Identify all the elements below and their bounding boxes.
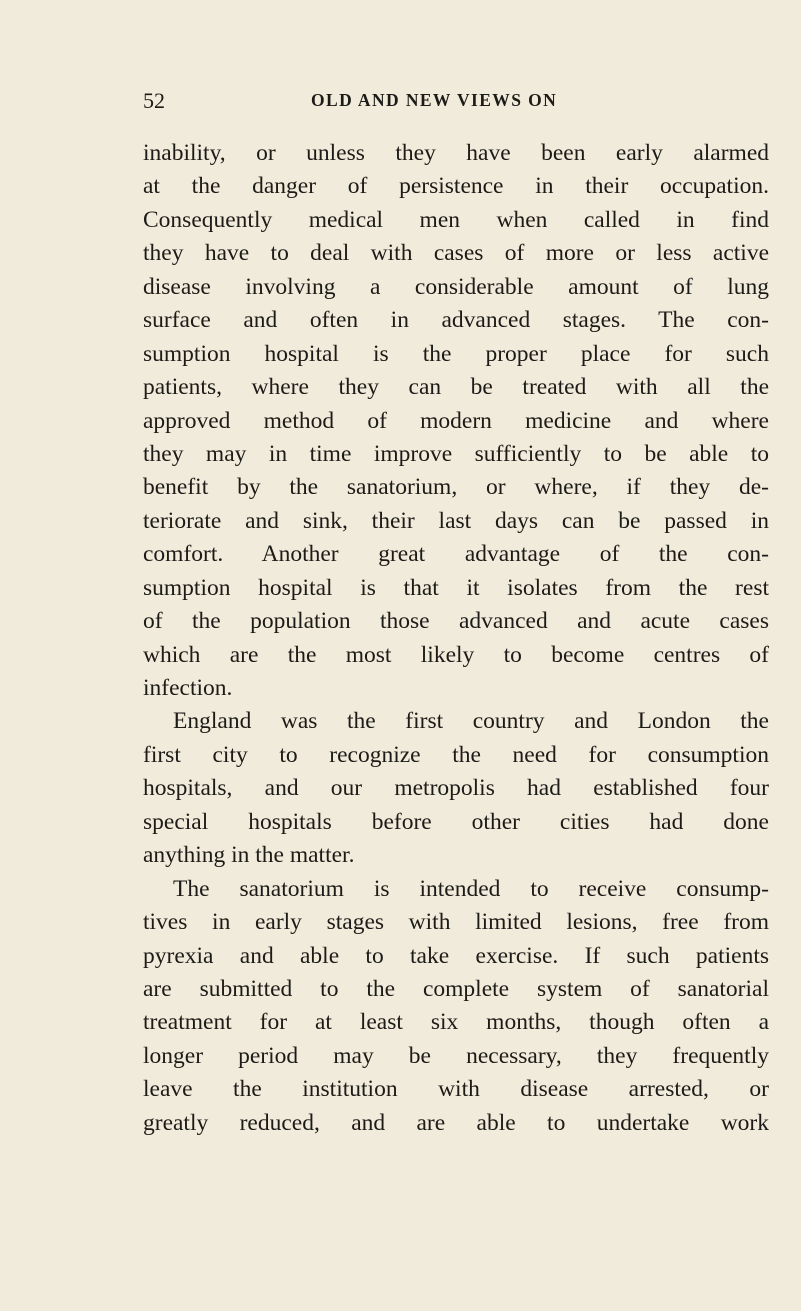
text-line: approved method of modern medicine and where	[143, 407, 769, 434]
text-line: treatment for at least six months, though often a	[143, 1009, 769, 1036]
text-line: they have to deal with cases of more or less active	[143, 240, 769, 267]
text-line: surface and often in advanced stages. The con-	[143, 307, 769, 334]
page-number: 52	[143, 88, 165, 113]
text-line: patients, where they can be treated with all the	[143, 374, 769, 401]
paragraph-end-line: infection.	[143, 675, 233, 701]
text-line: of the population those advanced and acute cases	[143, 608, 769, 635]
text-line: pyrexia and able to take exercise. If such patients	[143, 942, 769, 969]
text-line: longer period may be necessary, they frequently	[143, 1042, 769, 1069]
running-title: OLD AND NEW VIEWS ON	[311, 90, 558, 110]
text-line: sumption hospital is the proper place for such	[143, 340, 769, 367]
text-line: greatly reduced, and are able to undertake work	[143, 1109, 769, 1136]
text-line: special hospitals before other cities had done	[143, 808, 769, 835]
text-line: tives in early stages with limited lesions, free from	[143, 909, 769, 936]
text-line: at the danger of persistence in their occupation.	[143, 173, 769, 200]
paragraph-start-line: The sanatorium is intended to receive consump-	[173, 875, 769, 902]
body-text	[143, 137, 769, 1140]
paragraph-end-line: anything in the matter.	[143, 842, 355, 869]
text-line: sumption hospital is that it isolates from the rest	[143, 574, 769, 601]
text-line: comfort. Another great advantage of the con-	[143, 541, 769, 568]
text-line: first city to recognize the need for consumption	[143, 741, 769, 768]
text-line: benefit by the sanatorium, or where, if they de-	[143, 474, 769, 501]
text-line: hospitals, and our metropolis had established four	[143, 775, 769, 802]
text-line: are submitted to the complete system of sanatorial	[143, 975, 769, 1002]
text-line: leave the institution with disease arrested, or	[143, 1076, 769, 1103]
paragraph-start-line: England was the first country and London the	[173, 708, 769, 735]
text-line: which are the most likely to become centres of	[143, 641, 769, 668]
running-head	[143, 88, 768, 116]
text-line: they may in time improve sufficiently to be able to	[143, 440, 769, 467]
text-line: disease involving a considerable amount of lung	[143, 273, 769, 300]
text-line: inability, or unless they have been early alarmed	[143, 140, 769, 166]
text-line: Consequently medical men when called in find	[143, 206, 769, 233]
text-line: teriorate and sink, their last days can be passed in	[143, 507, 769, 534]
